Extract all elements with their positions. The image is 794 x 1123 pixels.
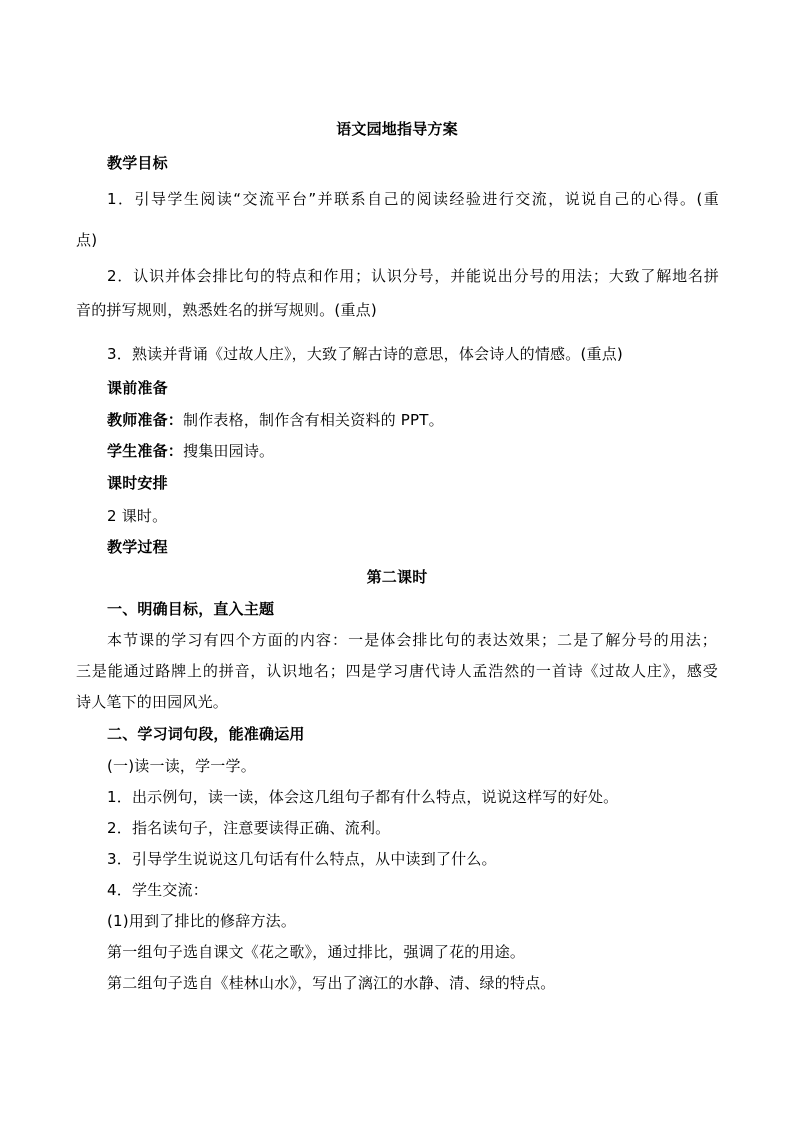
- schedule-text: 2 课时。: [107, 507, 168, 525]
- student-preparation: [107, 441, 274, 461]
- step-4: 4．学生交流：: [107, 881, 208, 899]
- goal-3: 3．熟读并背诵《过故人庄》，大致了解古诗的意思，体会诗人的情感。(重点): [107, 345, 623, 363]
- document-title: 语文园地指导方案: [336, 120, 458, 138]
- step-1: 1．出示例句，读一读，体会这几组句子都有什么特点，说说这样写的好处。: [107, 788, 619, 806]
- part-1-para-line-2: [76, 661, 718, 681]
- teacher-preparation: [107, 410, 444, 430]
- heading-teaching-goals: 教学目标: [107, 154, 168, 172]
- subsection-1: (一)读一读，学一学。: [107, 757, 256, 775]
- part-2-heading: 二、学习词句段，能准确运用: [107, 725, 305, 743]
- heading-process: 教学过程: [107, 538, 168, 556]
- goal-1-text-a: 1．引导学生阅读“交流平台”并联系自己的阅读经验进行交流，说说自己的心得。(重: [107, 190, 719, 208]
- goal-2-text-a: 2．认识并体会排比句的特点和作用；认识分号，并能说出分号的用法；大致了解地名拼: [107, 267, 719, 285]
- heading-preparation: 课前准备: [107, 379, 168, 397]
- step-2: 2．指名读句子，注意要读得正确、流利。: [107, 819, 391, 837]
- point-1: (1)用到了排比的修辞方法。: [107, 912, 297, 930]
- part-1-para-line-1: [107, 630, 717, 650]
- teacher-prep-text: 制作表格，制作含有相关资料的 PPT。: [183, 411, 444, 429]
- goal-1-line-1: [107, 189, 719, 209]
- goal-2-line-1: [107, 266, 719, 286]
- lesson-title: 第二课时: [366, 568, 428, 586]
- part-1-text-2: 三是能通过路牌上的拼音，认识地名；四是学习唐代诗人孟浩然的一首诗《过故人庄》，感受: [76, 662, 718, 680]
- goal-2-line-2: 音的拼写规则，熟悉姓名的拼写规则。(重点): [76, 301, 377, 319]
- step-3: 3．引导学生说说这几句话有什么特点，从中读到了什么。: [107, 850, 497, 868]
- part-1-heading: 一、明确目标，直入主题: [107, 600, 275, 618]
- goal-1-line-2: 点): [76, 231, 98, 249]
- teacher-prep-label: 教师准备：: [107, 411, 184, 429]
- student-prep-text: 搜集田园诗。: [183, 442, 275, 460]
- example-2: 第二组句子选自《桂林山水》，写出了漓江的水静、清、绿的特点。: [107, 974, 556, 992]
- example-1: 第一组句子选自课文《花之歌》，通过排比，强调了花的用途。: [107, 943, 526, 961]
- heading-schedule: 课时安排: [107, 474, 168, 492]
- part-1-para-line-3: 诗人笔下的田园风光。: [76, 693, 229, 711]
- part-1-text-1: 本节课的学习有四个方面的内容：一是体会排比句的表达效果；二是了解分号的用法；: [107, 631, 717, 649]
- student-prep-label: 学生准备：: [107, 442, 184, 460]
